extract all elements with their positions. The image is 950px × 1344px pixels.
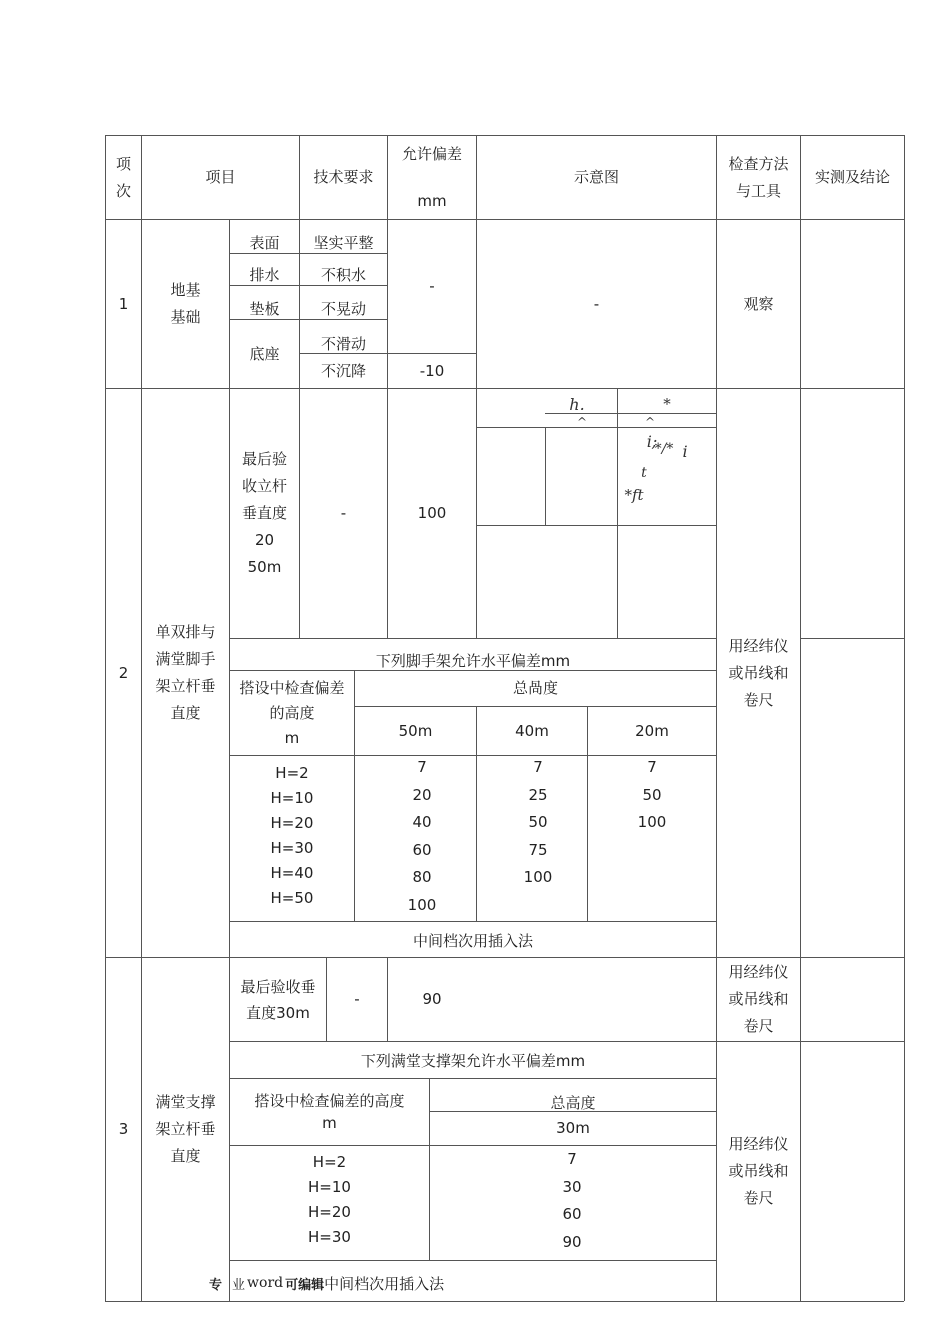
row3-table-title: 下列满堂支撑架允许水平偏差mm: [360, 1051, 586, 1070]
row3-tech-req: -: [354, 990, 360, 1008]
header-method: 检查方法 与工具: [728, 154, 789, 200]
row1-sub-item: 表面: [249, 233, 280, 252]
diagram-mark: ^: [576, 414, 588, 429]
row3-height-label: 搭设中检查偏差的高度 m: [254, 1092, 405, 1132]
row3-col-header: 30m: [556, 1119, 590, 1137]
row3-no: 3: [118, 1120, 129, 1138]
row3-footer-text: 中间档次用插入法: [324, 1274, 445, 1293]
footer-prefix: 专: [209, 1277, 223, 1293]
row1-method: 观察: [743, 294, 774, 313]
row2-col-header: 50m: [398, 721, 433, 740]
diagram-mark: i;: [646, 431, 658, 451]
footer-prefix: 业: [232, 1277, 246, 1293]
diagram-mark: ^: [644, 414, 656, 429]
row3-values: 7 30 60 90: [562, 1150, 582, 1251]
row2-col-header: 40m: [515, 721, 549, 740]
row2-tech-req: -: [340, 504, 347, 522]
header-tech-req: 技术要求: [313, 168, 374, 186]
diagram-mark: */*: [654, 440, 674, 457]
header-item: 项目: [205, 168, 236, 186]
row1-dev-upper: -: [429, 277, 435, 295]
header-allow-dev-unit: mm: [417, 191, 447, 210]
row2-col-values: 7 50 100: [637, 758, 667, 831]
row1-requirement: 不积水: [320, 265, 366, 284]
row1-requirement: 不沉降: [320, 361, 366, 380]
diagram-mark: h.: [569, 394, 585, 414]
row1-dev-lower: -10: [419, 361, 445, 380]
row2-method: 用经纬仪 或吊线和 卷尺: [728, 636, 789, 709]
row3-dev: 90: [422, 990, 442, 1008]
row3-total-height: 总高度: [550, 1093, 596, 1112]
row2-no: 2: [118, 663, 129, 682]
row1-sub-item: 垫板: [249, 299, 280, 318]
row2-total-height: 总咼度: [512, 679, 558, 697]
row2-col-values: 7 25 50 75 100: [523, 758, 553, 886]
header-item-no: 项 次: [115, 154, 131, 200]
row3-method-bottom: 用经纬仪 或吊线和 卷尺: [728, 1135, 789, 1207]
row2-col-values: 7 20 40 60 80 100: [407, 758, 437, 914]
row2-col-header: 20m: [635, 721, 669, 740]
diagram-mark: *ft: [624, 485, 644, 504]
row2-height-label: 搭设中检查偏差 的高度 m: [239, 678, 345, 747]
diagram-mark: *: [663, 394, 671, 413]
row1-requirement: 不晃动: [320, 299, 366, 318]
row3-footer: [209, 1270, 444, 1296]
diagram-mark: t: [641, 464, 647, 481]
row3-item: 满堂支撑 架立杆垂 直度: [155, 1093, 216, 1165]
header-result: 实测及结论: [814, 168, 890, 186]
row2-footer: 中间档次用插入法: [412, 931, 533, 950]
row1-no: 1: [118, 294, 129, 313]
row2-sub-item: 最后验 收立杆 垂直度 20 50m: [241, 450, 287, 576]
row2-item: 单双排与 满堂脚手 架立杆垂 直度: [155, 623, 216, 722]
row2-table-title: 下列脚手架允许水平偏差mm: [375, 651, 571, 670]
row1-sub-item: 底座: [249, 344, 280, 363]
row3-sub-item: 最后验收垂 直度30m: [240, 977, 316, 1022]
row3-method-top: 用经纬仪 或吊线和 卷尺: [728, 963, 789, 1035]
row1-sub-item: 排水: [249, 265, 280, 284]
footer-prefix: 可编辑: [285, 1277, 325, 1293]
footer-prefix: word: [247, 1275, 284, 1291]
row1-requirement: 不滑动: [320, 334, 366, 353]
row2-heights: H=2 H=10 H=20 H=30 H=40 H=50: [270, 764, 314, 907]
row3-heights: H=2 H=10 H=20 H=30: [308, 1153, 351, 1246]
row1-diagram: -: [593, 294, 600, 313]
row1-item: 地基 基础: [170, 281, 201, 326]
row2-dev: 100: [417, 504, 447, 522]
diagram-mark: i: [682, 441, 688, 461]
row1-requirement: 坚实平整: [313, 233, 374, 252]
header-allow-dev: 允许偏差: [401, 144, 462, 163]
header-diagram: 示意图: [573, 168, 619, 186]
